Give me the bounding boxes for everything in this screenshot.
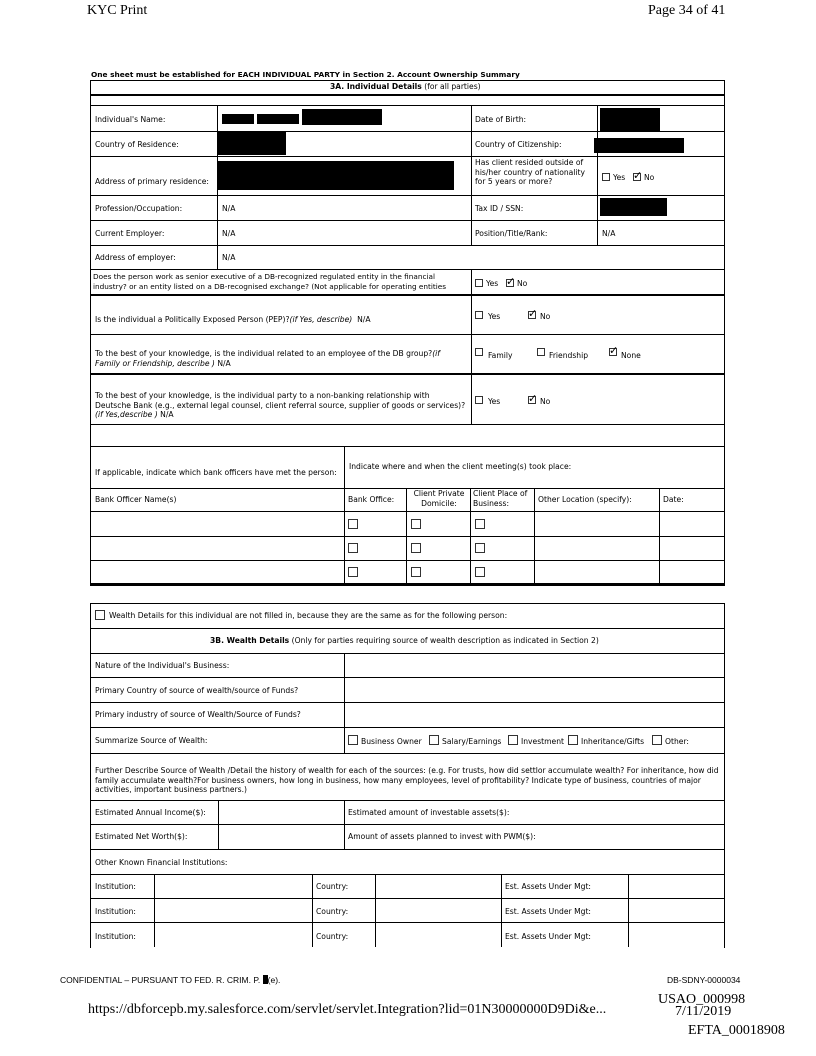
redaction-box xyxy=(302,109,382,125)
section-3a-title: 3A. Individual Details (for all parties) xyxy=(330,82,481,91)
address-label: Address of primary residence: xyxy=(95,177,209,186)
profession-label: Profession/Occupation: xyxy=(95,204,183,213)
col-place-of-business: Client Place of Business: xyxy=(473,489,528,508)
employer-value: N/A xyxy=(222,229,236,238)
institution-label: Institution: xyxy=(95,907,136,916)
nonbank-question: To the best of your knowledge, is the individual party to a non-banking relationship with Deutsche Bank (e.g., external legal counsel, client referral source, supplier of goods or services)?(if Yes,describe ) N/A xyxy=(95,391,466,419)
confidential-notice: CONFIDENTIAL – PURSUANT TO FED. R. CRIM. P. (e). xyxy=(60,975,281,985)
citizenship-label: Country of Citizenship: xyxy=(475,140,562,149)
business-owner-label: Business Owner xyxy=(361,737,422,746)
bates-number: DB-SDNY-0000034 xyxy=(667,975,741,985)
section-3b-title: 3B. Wealth Details (Only for parties requiring source of wealth description as indicated in Section 2) xyxy=(210,636,599,645)
employer-address-value: N/A xyxy=(222,253,236,262)
nonbank-yes-label: Yes xyxy=(488,397,501,406)
annual-income-label: Estimated Annual Income($): xyxy=(95,808,206,817)
other-label: Other: xyxy=(665,737,689,746)
senior-exec-question: Does the person work as senior executive of a DB-recognized regulated entity in the financial industry? or an entity listed on a DB-recognised exchange? (Not applicable for operating entities xyxy=(93,272,447,291)
senior-no-label: No xyxy=(517,279,528,288)
senior-yes-checkbox[interactable] xyxy=(475,279,483,287)
redaction-box xyxy=(257,114,299,124)
friendship-label: Friendship xyxy=(549,351,589,360)
resided-yes-label: Yes xyxy=(613,173,626,182)
inheritance-checkbox[interactable] xyxy=(568,735,578,745)
name-label: Individual's Name: xyxy=(95,115,166,124)
employer-address-label: Address of employer: xyxy=(95,253,176,262)
country-label: Country: xyxy=(316,907,349,916)
pep-question: Is the individual a Politically Exposed Person (PEP)?(if Yes, describe) N/A xyxy=(95,315,371,324)
resided-yes-checkbox[interactable] xyxy=(602,173,610,181)
institution-label: Institution: xyxy=(95,882,136,891)
investment-checkbox[interactable] xyxy=(508,735,518,745)
print-date: 7/11/2019 xyxy=(675,1004,732,1019)
page-number: Page 34 of 41 xyxy=(648,3,726,18)
col-date: Date: xyxy=(663,495,684,504)
col-private-domicile: Client Private Domicile: xyxy=(413,489,465,508)
place-of-business-checkbox[interactable] xyxy=(475,543,485,553)
app-title: KYC Print xyxy=(87,3,148,18)
net-worth-label: Estimated Net Worth($): xyxy=(95,832,188,841)
meeting-question: Indicate where and when the client meeting(s) took place: xyxy=(349,462,572,471)
primary-industry-label: Primary industry of source of Wealth/Source of Funds? xyxy=(95,710,301,719)
checkmark-icon: ✓ xyxy=(506,275,516,288)
assets-mgt-label: Est. Assets Under Mgt: xyxy=(505,882,591,891)
inheritance-label: Inheritance/Gifts xyxy=(581,737,645,746)
dob-label: Date of Birth: xyxy=(475,115,527,124)
instruction-notice: One sheet must be established for EACH INDIVIDUAL PARTY in Section 2. Account Ownership Summary xyxy=(91,70,520,79)
redaction-box xyxy=(594,138,684,153)
place-of-business-checkbox[interactable] xyxy=(475,567,485,577)
pep-yes-label: Yes xyxy=(488,312,501,321)
other-fi-label: Other Known Financial Institutions: xyxy=(95,858,228,867)
position-value: N/A xyxy=(602,229,616,238)
family-label: Family xyxy=(488,351,513,360)
salary-checkbox[interactable] xyxy=(429,735,439,745)
wealth-same-text: Wealth Details for this individual are not filled in, because they are the same as for the following person: xyxy=(109,611,508,620)
related-question: To the best of your knowledge, is the individual related to an employee of the DB group?(if Family or Friendship, describe ) N/A xyxy=(95,349,440,368)
private-domicile-checkbox[interactable] xyxy=(411,567,421,577)
investable-assets-label: Estimated amount of investable assets($): xyxy=(348,808,510,817)
checkmark-icon: ✓ xyxy=(528,392,538,405)
salary-label: Salary/Earnings xyxy=(442,737,502,746)
residence-label: Country of Residence: xyxy=(95,140,179,149)
country-label: Country: xyxy=(316,882,349,891)
col-bank-office: Bank Office: xyxy=(348,495,395,504)
checkmark-icon: ✓ xyxy=(633,169,643,182)
other-checkbox[interactable] xyxy=(652,735,662,745)
planned-invest-label: Amount of assets planned to invest with PWM($): xyxy=(348,832,536,841)
pep-no-label: No xyxy=(540,312,551,321)
redaction-box xyxy=(600,198,667,216)
summarize-label: Summarize Source of Wealth: xyxy=(95,736,208,745)
checkmark-icon: ✓ xyxy=(609,344,619,357)
nonbank-yes-checkbox[interactable] xyxy=(475,396,483,404)
col-officer-name: Bank Officer Name(s) xyxy=(95,495,177,504)
wealth-same-checkbox[interactable] xyxy=(95,610,105,620)
redaction-box xyxy=(600,108,660,131)
usao-number: USAO_000998 xyxy=(658,992,746,1007)
nonbank-no-label: No xyxy=(540,397,551,406)
primary-country-label: Primary Country of source of wealth/source of Funds? xyxy=(95,686,299,695)
investment-label: Investment xyxy=(521,737,565,746)
profession-value: N/A xyxy=(222,204,236,213)
taxid-label: Tax ID / SSN: xyxy=(475,204,524,213)
redaction-box xyxy=(218,161,454,190)
friendship-checkbox[interactable] xyxy=(537,348,545,356)
employer-label: Current Employer: xyxy=(95,229,165,238)
pep-yes-checkbox[interactable] xyxy=(475,311,483,319)
bank-office-checkbox[interactable] xyxy=(348,519,358,529)
assets-mgt-label: Est. Assets Under Mgt: xyxy=(505,907,591,916)
assets-mgt-label: Est. Assets Under Mgt: xyxy=(505,932,591,941)
country-label: Country: xyxy=(316,932,349,941)
efta-number: EFTA_00018908 xyxy=(688,1023,785,1038)
bank-office-checkbox[interactable] xyxy=(348,543,358,553)
source-url[interactable]: https://dbforcepb.my.salesforce.com/servlet/servlet.Integration?lid=01N30000000D9Di&e... xyxy=(88,1002,607,1017)
private-domicile-checkbox[interactable] xyxy=(411,519,421,529)
further-describe-text: Further Describe Source of Wealth /Detail the history of wealth for each of the sources: (e.g. For trusts, how did settlor accumulate wealth? For inheritance, how did family accumulate wealth?For business owners, how long in business, how many employees, level of profitability? Indicate type of business, countries of major activities, important business partners.) xyxy=(95,766,719,794)
family-checkbox[interactable] xyxy=(475,348,483,356)
officers-question: If applicable, indicate which bank officers have met the person: xyxy=(95,468,337,477)
place-of-business-checkbox[interactable] xyxy=(475,519,485,529)
private-domicile-checkbox[interactable] xyxy=(411,543,421,553)
position-label: Position/Title/Rank: xyxy=(475,229,548,238)
none-label: None xyxy=(621,351,641,360)
resided-no-label: No xyxy=(644,173,655,182)
business-owner-checkbox[interactable] xyxy=(348,735,358,745)
col-other-location: Other Location (specify): xyxy=(538,495,632,504)
senior-yes-label: Yes xyxy=(486,279,499,288)
redaction-box xyxy=(222,114,254,124)
resided-question: Has client resided outside of his/her country of nationality for 5 years or more? xyxy=(475,158,586,186)
checkmark-icon: ✓ xyxy=(528,307,538,320)
nature-label: Nature of the Individual's Business: xyxy=(95,661,230,670)
bank-office-checkbox[interactable] xyxy=(348,567,358,577)
institution-label: Institution: xyxy=(95,932,136,941)
redaction-box xyxy=(218,132,286,155)
